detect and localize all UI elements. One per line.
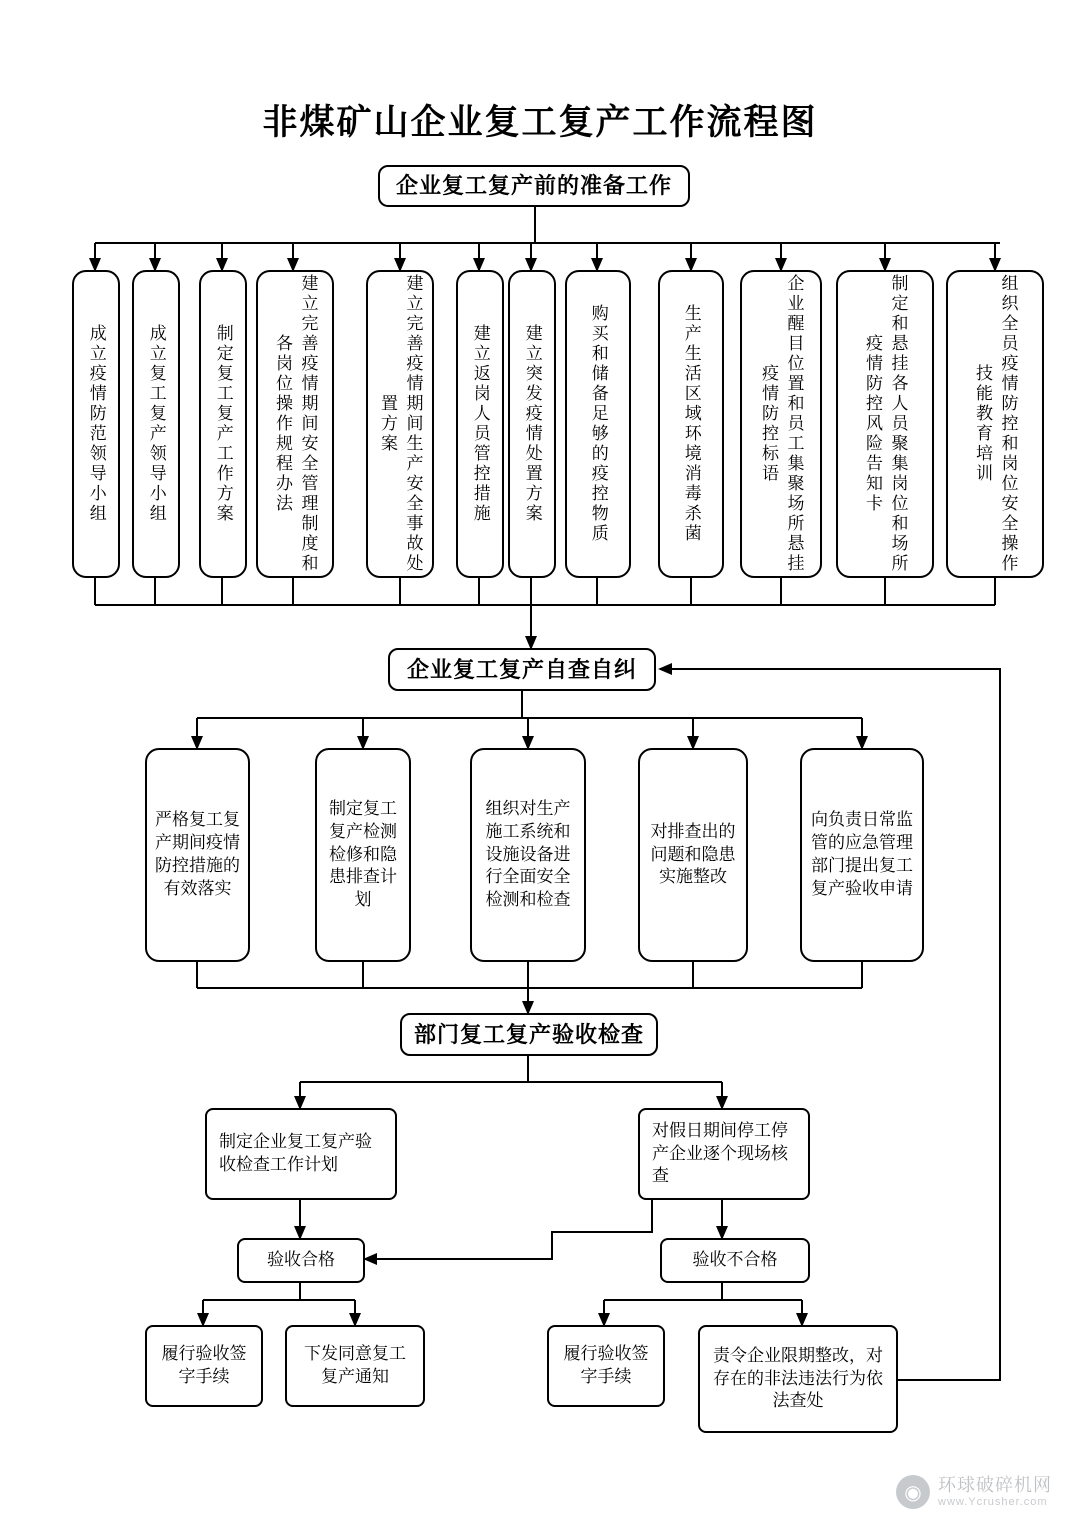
stage1-item-12-label: 组织全员疫情防控和岗位安全操作技能教育培训	[973, 274, 1018, 574]
watermark-cn: 环球破碎机网	[938, 1475, 1052, 1496]
stage2-item-2[interactable]	[315, 748, 411, 962]
stage3-header-label: 部门复工复产验收检查	[413, 1021, 644, 1047]
pass-action-1[interactable]	[145, 1325, 263, 1407]
fail-action-1[interactable]	[547, 1325, 665, 1407]
stage2-item-5[interactable]	[800, 748, 924, 962]
pass-action-2-label: 下发同意复工复产通知	[304, 1344, 406, 1386]
stage1-item-10-label: 企业醒目位置和员工集聚场所悬挂疫情防控标语	[759, 274, 804, 574]
stage1-item-1-label: 成立疫情防范领导小组	[86, 324, 106, 524]
stage1-item-4-label: 建立完善疫情期间安全管理制度和各岗位操作规程办法	[273, 274, 318, 574]
stage1-item-12[interactable]	[946, 270, 1044, 578]
stage2-item-3[interactable]	[470, 748, 586, 962]
result-pass[interactable]	[237, 1238, 365, 1283]
stage1-item-2[interactable]	[132, 270, 180, 578]
fail-action-2-label: 责令企业限期整改，对存在的非法违法行为依法查处	[713, 1345, 883, 1411]
stage3-header	[400, 1013, 658, 1056]
stage3-right-task-label: 对假日期间停工停产企业逐个现场核查	[652, 1120, 788, 1186]
stage2-header	[388, 648, 656, 691]
globe-icon: ◉	[896, 1475, 930, 1509]
pass-action-2[interactable]	[285, 1325, 425, 1407]
fail-action-2[interactable]	[698, 1325, 898, 1433]
stage1-item-5-label: 建立完善疫情期间生产安全事故处置方案	[378, 274, 423, 574]
fail-action-1-label: 履行验收签字手续	[563, 1344, 649, 1386]
stage2-item-4-label: 对排查出的问题和隐患实施整改	[650, 821, 736, 887]
stage3-right-task[interactable]	[638, 1108, 810, 1200]
stage1-item-9[interactable]	[658, 270, 724, 578]
stage1-item-4[interactable]	[256, 270, 334, 578]
watermark-en: www.Ycrusher.com	[938, 1496, 1048, 1509]
stage1-item-3-label: 制定复工复产工作方案	[213, 324, 233, 524]
stage2-item-2-label: 制定复工复产检测检修和隐患排查计划	[329, 798, 397, 910]
stage1-item-3[interactable]	[199, 270, 247, 578]
stage1-item-11[interactable]	[836, 270, 934, 578]
stage2-item-1[interactable]	[145, 748, 250, 962]
stage2-item-1-label: 严格复工复产期间疫情防控措施的有效落实	[155, 810, 240, 898]
stage1-item-7[interactable]	[508, 270, 556, 578]
stage1-item-10[interactable]	[740, 270, 822, 578]
result-fail-label: 验收不合格	[692, 1250, 778, 1270]
stage2-item-5-label: 向负责日常监管的应急管理部门提出复工复产验收申请	[811, 810, 913, 898]
stage1-item-11-label: 制定和悬挂各人员聚集岗位和场所疫情防控风险告知卡	[863, 274, 908, 574]
watermark	[896, 1475, 1052, 1509]
stage1-item-7-label: 建立突发疫情处置方案	[522, 324, 542, 524]
stage3-left-task[interactable]	[205, 1108, 397, 1200]
stage2-item-3-label: 组织对生产施工系统和设施设备进行全面安全检测和检查	[485, 798, 571, 910]
stage1-header	[378, 165, 690, 207]
stage1-item-9-label: 生产生活区域环境消毒杀菌	[681, 304, 701, 544]
result-fail[interactable]	[660, 1238, 810, 1283]
stage1-item-2-label: 成立复工复产领导小组	[146, 324, 166, 524]
stage3-left-task-label: 制定企业复工复产验收检查工作计划	[219, 1132, 372, 1174]
result-pass-label: 验收合格	[267, 1250, 335, 1270]
stage1-item-1[interactable]	[72, 270, 120, 578]
stage1-item-8[interactable]	[565, 270, 631, 578]
stage1-item-5[interactable]	[366, 270, 434, 578]
stage1-header-label: 企业复工复产前的准备工作	[395, 173, 672, 199]
stage1-item-6[interactable]	[456, 270, 504, 578]
stage1-item-6-label: 建立返岗人员管控措施	[470, 324, 490, 524]
stage1-item-8-label: 购买和储备足够的疫控物质	[588, 304, 608, 544]
stage2-header-label: 企业复工复产自查自纠	[406, 656, 637, 682]
pass-action-1-label: 履行验收签字手续	[161, 1344, 247, 1386]
page-title: 非煤矿山企业复工复产工作流程图	[262, 103, 818, 142]
watermark-text	[938, 1475, 1052, 1508]
stage2-item-4[interactable]	[638, 748, 748, 962]
